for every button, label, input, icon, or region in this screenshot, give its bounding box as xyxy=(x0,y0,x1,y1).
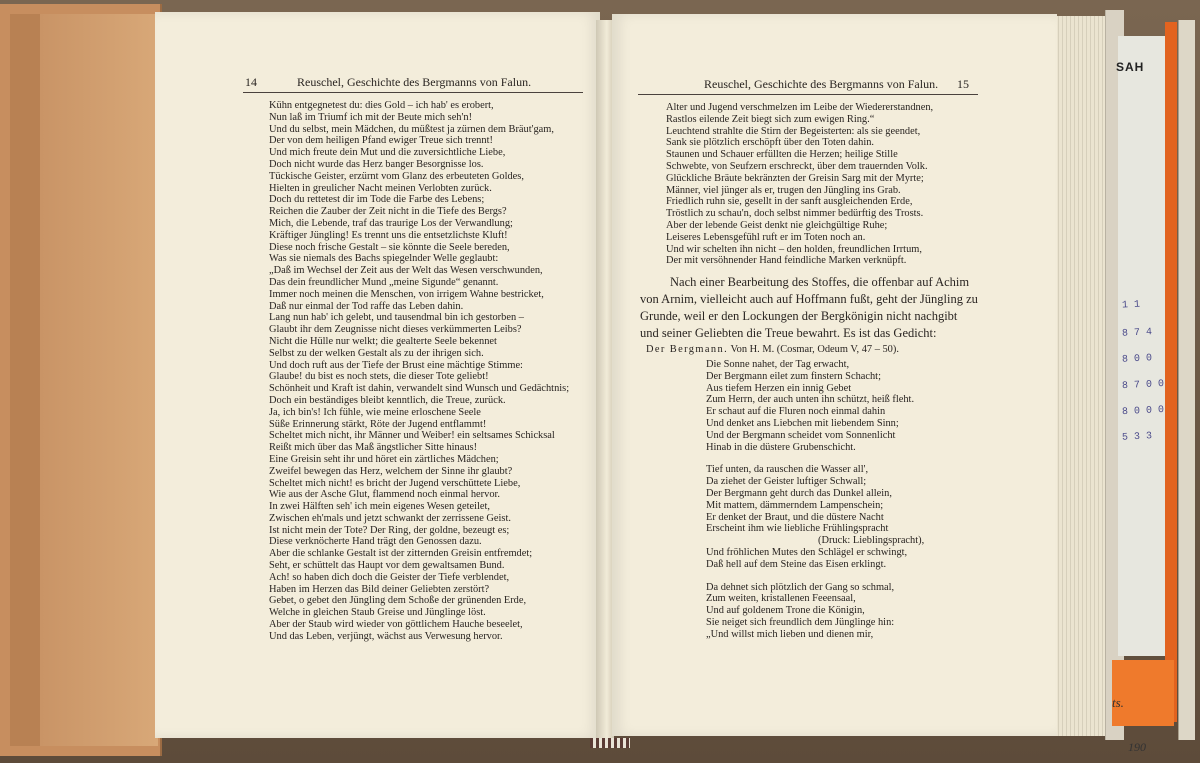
verse-line: Und mich freute dein Mut und die zuversichtliche Liebe, xyxy=(269,147,506,159)
verse-line: Leiseres Lebensgefühl ruft er im Toten noch an. xyxy=(666,231,866,243)
poem-line: Und auf goldenem Trone die Königin, xyxy=(706,605,865,617)
poem-line: Daß hell auf dem Steine das Eisen erklingt. xyxy=(706,558,887,570)
verse-line: Diese noch frische Gestalt – sie könnte die Seele bereden, xyxy=(269,241,510,253)
verse-line: Alter und Jugend verschmelzen im Leibe der Wiedererstandnen, xyxy=(666,102,934,113)
poem-line: Da ziehet der Geister luftiger Schwall; xyxy=(706,476,867,488)
poem-line: Erscheint ihm wie liebliche Frühlingspracht xyxy=(706,523,889,535)
poem-line: Zum weiten, kristallenen Feeensaal, xyxy=(706,593,856,605)
verse-line: Ist nicht mein der Tote? Der Ring, der goldne, bezeugt es; xyxy=(269,524,510,536)
verse-line: Gebet, o gebet den Jüngling dem Schoße der grünenden Erde, xyxy=(269,595,527,607)
verse-block xyxy=(666,102,933,267)
verse-line: Daß nur einmal der Tod raffe das Leben dahin. xyxy=(269,300,464,312)
poem-line: Aus tiefem Herzen ein innig Gebet xyxy=(706,382,852,394)
poem-line: Tief unten, da rauschen die Wasser all', xyxy=(706,464,869,476)
verse-line: Der von dem heiligen Pfand ewiger Treue sich trennt! xyxy=(269,135,493,147)
verse-line: Ja, ich bin's! Ich fühle, wie meine erloschene Seele xyxy=(269,406,481,418)
poem-line: Der Bergmann eilet zum finstern Schacht; xyxy=(706,370,881,382)
verse-line: Süße Erinnerung stärkt, Röte der Jugend entflammt! xyxy=(269,418,487,430)
stanza xyxy=(706,464,924,570)
verse-line: Aber der Staub wird wieder von göttlichem Hauche beseelet, xyxy=(269,619,523,631)
poem-title xyxy=(646,344,899,355)
orange-tab xyxy=(1112,660,1174,726)
pencil-note: 190 xyxy=(1128,740,1146,754)
spine-headband xyxy=(590,738,630,748)
verse-line: Der mit versöhnender Hand feindliche Marken verknüpft. xyxy=(666,255,907,267)
verse-line: Was sie niemals des Bachs spiegelnder Welle geglaubt: xyxy=(269,253,499,265)
prose-line: Grunde, weil er den Lockungen der Bergkönigin nicht nachgibt xyxy=(640,309,958,323)
verse-line: Tröstlich zu schau'n, doch selbst nimmer bedürftig des Trosts. xyxy=(666,208,924,220)
poem-line: Die Sonne nahet, der Tag erwacht, xyxy=(706,359,850,370)
running-head: Reuschel, Geschichte des Bergmanns von Falun. xyxy=(297,75,532,89)
left-page xyxy=(155,12,600,738)
inserted-card xyxy=(1118,36,1168,656)
running-head: Reuschel, Geschichte des Bergmanns von Falun. xyxy=(704,77,939,91)
poem-line: Mit mattem, dämmerndem Lampenschein; xyxy=(706,499,884,511)
verse-line: Schönheit und Kraft ist dahin, verwandelt sind Wunsch und Gedächtnis; xyxy=(269,383,570,395)
verse-line: Reißt mich über das Maß ängstlicher Sitte hinaus! xyxy=(269,442,478,454)
verse-line: Zweifel bewegen das Herz, welchem der Sinne ihr glaubt? xyxy=(269,465,513,477)
poem-line: Und fröhlichen Mutes den Schlägel er schwingt, xyxy=(706,546,908,558)
right-page xyxy=(612,14,1057,736)
prose-line: und seiner Geliebten die Treue bewahrt. Es ist das Gedicht: xyxy=(640,326,937,340)
verse-line: Doch ein beständiges bleibt kenntlich, die Treue, zurück. xyxy=(269,394,506,406)
verse-line: Immer noch meinen die Menschen, von irrigem Wahne bestricket, xyxy=(269,288,544,300)
header-rule xyxy=(243,92,583,93)
poem-line: Er denket der Braut, und die düstere Nacht xyxy=(706,511,884,523)
verse-line: Wie aus der Asche Glut, flammend noch einmal hervor. xyxy=(269,489,500,501)
verse-line: Diese verknöcherte Hand trägt den Genossen dazu. xyxy=(269,536,482,548)
poem-line: „Und willst mich lieben und dienen mir, xyxy=(706,628,874,640)
verse-line: Nicht die Hülle nur welkt; die gealterte Seele bekennet xyxy=(269,335,497,347)
poem-title-main: Der Bergmann. xyxy=(646,344,729,355)
verse-line: „Daß im Wechsel der Zeit aus der Welt das Wesen verschwunden, xyxy=(269,265,543,277)
front-cover xyxy=(0,4,162,756)
verse-line: Kräftiger Jüngling! Es trennt uns die entsetzlichste Kluft! xyxy=(269,229,508,241)
verse-line: Nun laß im Triumf ich mit der Beute mich seh'n! xyxy=(269,111,473,123)
verse-line: Glaube! du bist es noch stets, die dieser Tote geliebt! xyxy=(269,371,489,383)
verse-line: Aber die schlanke Gestalt ist der zitternden Greisin entfremdet; xyxy=(269,548,533,560)
verse-line: Schwebte, von Seufzern erschreckt, über dem trauernden Volk. xyxy=(666,160,928,172)
header-rule xyxy=(638,94,978,95)
orange-divider xyxy=(1165,22,1177,722)
poem-line: Und der Bergmann scheidet vom Sonnenlicht xyxy=(706,429,896,441)
verse-line: Doch nicht wurde das Herz banger Besorgnisse los. xyxy=(269,158,484,170)
cover-inner-board xyxy=(40,14,158,746)
poem-line: Sie neiget sich freundlich dem Jünglinge hin: xyxy=(706,616,895,628)
margin-mark: 5 3 3 xyxy=(1121,431,1153,444)
verse-line: Sank sie plötzlich erschöpft über den Toten dahin. xyxy=(666,137,874,149)
page-number: 15 xyxy=(957,77,969,91)
prose-line: von Arnim, vielleicht auch auf Hoffmann fußt, geht der Jüngling zu xyxy=(640,292,978,306)
verse-line: In zwei Hälften seh' ich mein eigenes Wesen geteilet, xyxy=(269,501,490,513)
verse-line: Zwischen eh'mals und jetzt schwankt der zerrissene Geist. xyxy=(269,512,511,524)
page-stack-edge xyxy=(1055,16,1107,736)
verse-line: Glückliche Bräute bekränzten der Greisin Sarg mit der Myrte; xyxy=(666,172,924,184)
verse-line: Doch du rettetest dir im Tode die Farbe des Lebens; xyxy=(269,194,485,206)
verse-line: Eine Greisin seht ihr und höret ein zärtliches Mädchen; xyxy=(269,453,499,465)
verse-line: Kühn entgegnetest du: dies Gold – ich hab' es erobert, xyxy=(269,100,494,111)
verse-line: Männer, viel jünger als er, trugen den Jüngling ins Grab. xyxy=(666,184,901,196)
poem-line: Hinab in die düstere Grubenschicht. xyxy=(706,441,856,453)
margin-mark: 1 1 xyxy=(1121,299,1141,312)
verse-line: Und du selbst, mein Mädchen, du müßtest ja zürnen dem Bräut'gam, xyxy=(269,123,554,135)
verse-line: Welche in gleichen Staub Greise und Jünglinge löst. xyxy=(269,607,486,619)
verse-line: Rastlos eilende Zeit biegt sich zum ewigen Ring.“ xyxy=(666,113,875,125)
margin-mark: 8 7 0 0 xyxy=(1121,378,1165,393)
verse-line: Ach! so haben dich doch die Geister der Tiefe verblendet, xyxy=(269,571,510,583)
pencil-note: ts. xyxy=(1112,695,1124,710)
back-cover-edge xyxy=(1178,20,1195,740)
stanza xyxy=(706,359,924,453)
verse-line: Aber der lebende Geist denkt nie gleichgültige Ruhe; xyxy=(666,219,888,231)
stanza xyxy=(706,582,924,641)
poem-line: Der Bergmann geht durch das Dunkel allein, xyxy=(706,487,892,499)
verse-line: Leuchtend strahlte die Stirn der Begeisterten: als sie geendet, xyxy=(666,125,921,137)
verse-line: Scheltet mich nicht, ihr Männer und Weiber! ein seltsames Schicksal xyxy=(269,430,555,442)
verse-line: Und wir schelten ihn nicht – den holden, freundlichen Irrtum, xyxy=(666,243,922,255)
poem-line: Und denket ans Liebchen mit liebendem Sinn; xyxy=(706,417,899,429)
verse-line: Seht, er schüttelt das Haupt vor dem gewaltsamen Bund. xyxy=(269,560,505,572)
verse-line: Haben im Herzen das Bild deiner Geliebten zerstört? xyxy=(269,583,490,595)
poem-body xyxy=(706,359,924,652)
verse-line: Staunen und Schauer erfüllten die Herzen; heilige Stille xyxy=(666,149,898,161)
verse-line: Mich, die Lebende, traf das traurige Los der Verwandlung; xyxy=(269,217,513,229)
poem-line: Er schaut auf die Fluren noch einmal dahin xyxy=(706,406,886,418)
verse-line: Hielten in greulicher Nacht meinen Verlobten zurück. xyxy=(269,182,492,194)
poem-title-source: Von H. M. (Cosmar, Odeum V, 47 – 50). xyxy=(730,344,899,355)
verse-line: Das dein freundlicher Mund „meine Sigunde“ genannt. xyxy=(269,276,499,288)
verse-line: Selbst zu der welken Gestalt als zu der ihrigen sich. xyxy=(269,347,484,359)
verse-line: Lang nun hab' ich gelebt, und tausendmal bin ich gestorben – xyxy=(269,312,524,324)
margin-mark: 8 7 4 xyxy=(1121,327,1153,340)
margin-mark: 8 0 0 xyxy=(1121,353,1153,366)
verse-line: Und das Leben, verjüngt, wächst aus Verwesung hervor. xyxy=(269,630,503,642)
printer-note: (Druck: Lieblingspracht), xyxy=(818,535,925,547)
poem-line: Da dehnet sich plötzlich der Gang so schmal, xyxy=(706,581,895,593)
prose-line: Nach einer Bearbeitung des Stoffes, die offenbar auf Achim xyxy=(670,275,970,289)
margin-mark: 8 0 0 0 xyxy=(1121,404,1165,419)
cover-edge xyxy=(10,14,40,746)
verse-line: Tückische Geister, erzürnt vom Glanz des erbeuteten Goldes, xyxy=(269,170,524,182)
verse-line: Scheltet mich nicht! es bricht der Jugend verschüttete Liebe, xyxy=(269,477,521,489)
verse-line: Glaubt ihr dem Zeugnisse nicht dieses verkümmerten Leibs? xyxy=(269,324,522,336)
verse-line: Und doch ruft aus der Tiefe der Brust eine mächtige Stimme: xyxy=(269,359,523,371)
verse-line: Friedlich ruhn sie, gesellt in der sanft ausgleichenden Erde, xyxy=(666,196,913,208)
verse-line: Reichen die Zauber der Zeit nicht in die Tiefe des Bergs? xyxy=(269,206,507,218)
prose-paragraph xyxy=(640,274,978,342)
page-number: 14 xyxy=(245,75,257,89)
verse-block xyxy=(269,100,569,643)
poem-line: Zum Herrn, der auch unten ihn schützt, heiß fleht. xyxy=(706,394,915,406)
tab-label: SAH xyxy=(1116,60,1145,74)
